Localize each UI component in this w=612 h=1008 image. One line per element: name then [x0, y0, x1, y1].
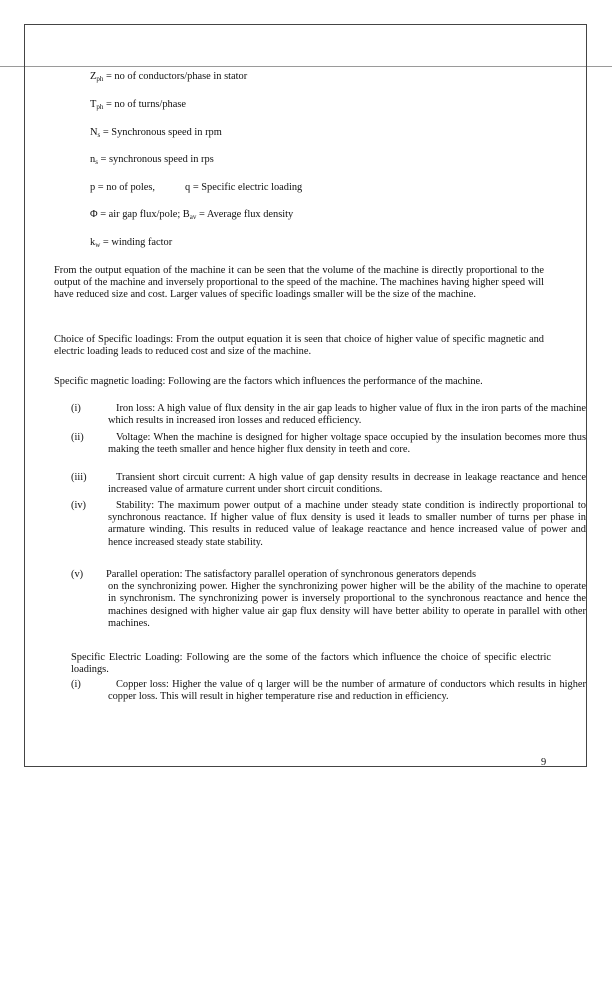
heading-specific-magnetic: Specific magnetic loading: Following are the factors which influences the performance of the machine. — [54, 376, 483, 387]
list-item: (i) Iron loss: A high value of flux density in the air gap leads to higher value of flux in the iron parts of the machine which results in increased iron losses and reduced efficiency. — [71, 403, 586, 427]
definition-zph: $Z_{ph}$ = no of conductors/phase in stator — [90, 71, 248, 83]
definition-poles: p = no of poles, q = Specific electric loading — [90, 182, 303, 193]
paragraph-output-equation: From the output equation of the machine it can be seen that the volume of the machine is directly proportional to the output of the machine and inversely proportional to the speed of the machine. The machines having higher speed will have reduced size and cost. Larger values of specific loadings smaller will be the size of the machine. — [54, 265, 544, 301]
definition-tph: $T_{ph}$ = no of turns/phase — [90, 99, 186, 111]
definition-ns-rpm: $N_s$ = Synchronous speed in rpm — [90, 127, 222, 139]
page-number: 9 — [541, 757, 547, 768]
paragraph-choice-loadings: Choice of Specific loadings: From the output equation it is seen that choice of higher value of specific magnetic and electric loading leads to reduced cost and size of the machine. — [54, 334, 544, 358]
list-item: (v) Parallel operation: The satisfactory parallel operation of synchronous generators depends on the synchronizing power. Higher the synchronizing power higher will be the ability of the machine to operate in synchronism. The synchronizing power is inversely proportional to the synchronous reactance and hence the machines designed with higher value air gap flux density will have better ability to operate in parallel with other machines. — [71, 569, 586, 629]
definition-flux: Φ = air gap flux/pole; $B_{av}$ = Average flux density — [90, 209, 294, 221]
heading-specific-electric: Specific Electric Loading: Following are the some of the factors which influence the choice of specific electric loadings. — [71, 652, 551, 676]
list-item: (i) Copper loss: Higher the value of q larger will be the number of armature of conductors which results in higher copper loss. This will result in higher temperature rise and reduction in efficiency. — [71, 679, 586, 703]
list-item: (iv) Stability: The maximum power output of a machine under steady state condition is indirectly proportional to synchronous reactance. If higher value of flux density is used it leads to smaller number of turns per phase in armature winding. This results in reduced value of leakage reactance and hence increased value of power and hence increased steady state stability. — [71, 500, 586, 548]
definition-ns-rps: $n_s$ = synchronous speed in rps — [90, 154, 214, 166]
list-item: (iii) Transient short circuit current: A high value of gap density results in decrease in leakage reactance and hence increased value of armature current under short circuit conditions. — [71, 472, 586, 496]
list-item: (ii) Voltage: When the machine is designed for higher voltage space occupied by the insulation becomes more thus making the teeth smaller and hence higher flux density in teeth and core. — [71, 432, 586, 456]
definition-winding-factor: $k_w$ = winding factor — [90, 237, 173, 249]
